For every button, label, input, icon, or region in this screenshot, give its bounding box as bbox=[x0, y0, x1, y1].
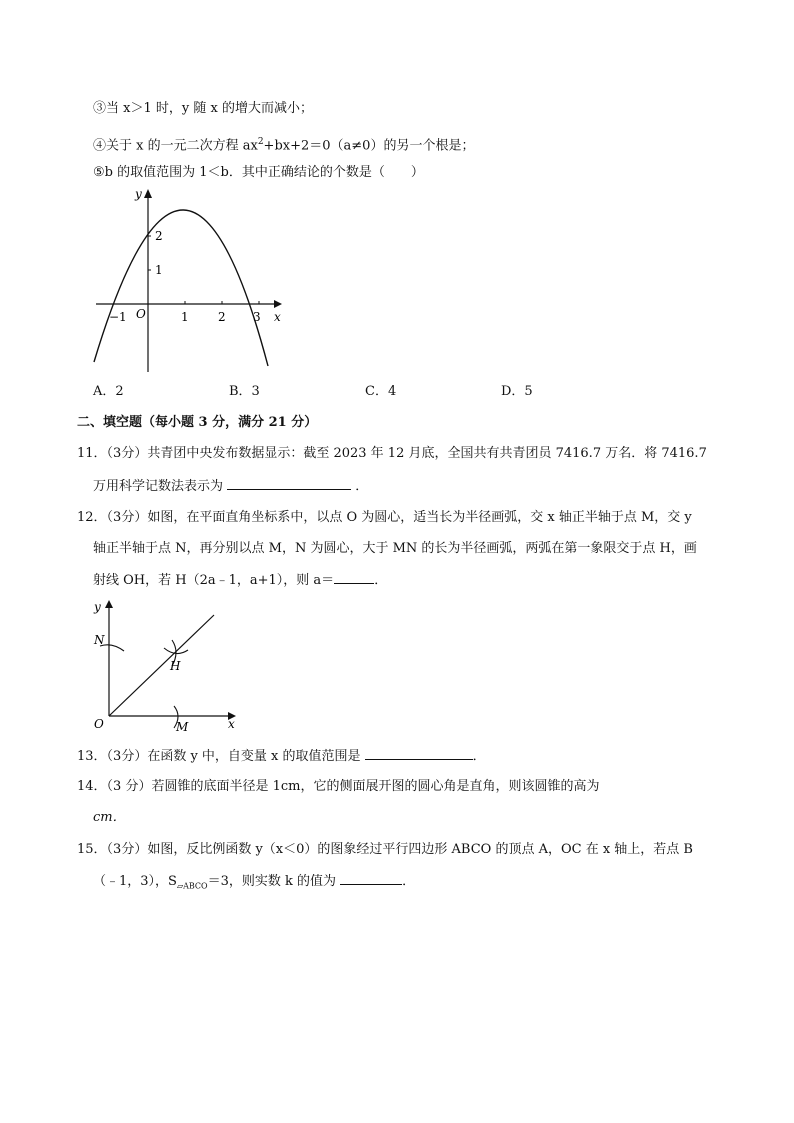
choice-a[interactable]: A．2 bbox=[93, 384, 124, 399]
option-4-pre: ④关于 x 的一元二次方程 ax bbox=[93, 138, 258, 154]
q12-line3 bbox=[93, 571, 387, 590]
choice-c[interactable]: C．4 bbox=[365, 384, 397, 399]
option-4-post: +bx+2＝0（a≠0）的另一个根是； bbox=[263, 138, 475, 154]
option-3: ③当 x＞1 时，y 随 x 的增大而减小； bbox=[93, 101, 313, 116]
x-tick-label-1: 1 bbox=[181, 310, 189, 324]
choice-b[interactable]: B．3 bbox=[229, 384, 260, 399]
q15-line2 bbox=[93, 872, 415, 896]
q13-line bbox=[77, 747, 486, 766]
x-tick-label-neg1: −1 bbox=[109, 310, 127, 324]
q13-answer-blank[interactable] bbox=[365, 747, 473, 760]
q15-line2-post: ． bbox=[402, 874, 416, 889]
section-heading: 二、填空题（每小题 3 分，满分 21 分） bbox=[77, 415, 318, 430]
construction-graph bbox=[88, 596, 248, 736]
q11-line2 bbox=[93, 477, 368, 496]
q12-answer-blank[interactable] bbox=[334, 571, 374, 584]
q15-line2-pre: （﹣1，3），S bbox=[93, 874, 177, 889]
q11-line2-pre: 万用科学记数法表示为 bbox=[93, 479, 224, 494]
y-axis-arrow bbox=[105, 600, 113, 608]
origin-label: O bbox=[94, 717, 104, 731]
y-axis-arrow bbox=[144, 189, 152, 198]
parabola-graph bbox=[88, 184, 288, 376]
x-axis-arrow bbox=[274, 300, 282, 308]
x-tick-label-2: 2 bbox=[218, 310, 226, 324]
q14-line1: 14．（3 分）若圆锥的底面半径是 1cm，它的侧面展开图的圆心角是直角，则该圆锥的高为 bbox=[77, 779, 600, 794]
y-axis-label: y bbox=[135, 187, 142, 201]
point-h-label: H bbox=[170, 659, 181, 673]
q13-pre: 13．（3分）在函数 y 中，自变量 x 的取值范围是 bbox=[77, 749, 361, 764]
q11-answer-blank[interactable] bbox=[227, 477, 351, 490]
y-tick-label-1: 1 bbox=[155, 263, 163, 277]
q12-line3-pre: 射线 OH，若 H（2a﹣1，a+1），则 a＝ bbox=[93, 573, 335, 588]
y-tick-label-2: 2 bbox=[155, 229, 163, 243]
x-axis-label: x bbox=[274, 310, 281, 324]
q15-line2-mid: ＝3，则实数 k 的值为 bbox=[207, 874, 337, 889]
option-5: ⑤b 的取值范围为 1＜b．其中正确结论的个数是（ ） bbox=[93, 165, 424, 180]
parabola-curve bbox=[94, 210, 268, 366]
q14-line2: cm． bbox=[93, 810, 126, 825]
q12-line3-post: ． bbox=[374, 573, 388, 588]
x-axis-label: x bbox=[228, 717, 235, 731]
option-4-exp: 2 bbox=[257, 137, 264, 147]
q13-post: ． bbox=[472, 749, 486, 764]
point-m-label: M bbox=[176, 720, 189, 734]
q15-answer-blank[interactable] bbox=[340, 872, 402, 885]
q15-line1: 15．（3分）如图，反比例函数 y（x＜0）的图象经过平行四边形 ABCO 的顶点 A，OC 在 x 轴上，若点 B bbox=[77, 842, 693, 857]
origin-label: O bbox=[136, 307, 146, 321]
option-4 bbox=[93, 133, 474, 155]
q12-line1: 12．（3分）如图，在平面直角坐标系中，以点 O 为圆心，适当长为半径画弧，交 x 轴正半轴于点 M，交 y bbox=[77, 510, 692, 525]
choice-d[interactable]: D．5 bbox=[501, 384, 533, 399]
x-tick-label-3: 3 bbox=[253, 310, 261, 324]
q12-line2: 轴正半轴于点 N，再分别以点 M，N 为圆心，大于 MN 的长为半径画弧，两弧在第一象限交于点 H，画 bbox=[93, 541, 697, 556]
q11-line2-post: ． bbox=[355, 479, 369, 494]
q15-area-sub: ▱ABCO bbox=[176, 881, 208, 891]
q11-line1: 11．（3分）共青团中央发布数据显示：截至 2023 年 12 月底，全国共有共青团员 7416.7 万名．将 7416.7 bbox=[77, 446, 707, 461]
point-n-label: N bbox=[94, 633, 105, 647]
y-axis-label: y bbox=[94, 600, 101, 614]
ray-oh bbox=[109, 615, 214, 716]
